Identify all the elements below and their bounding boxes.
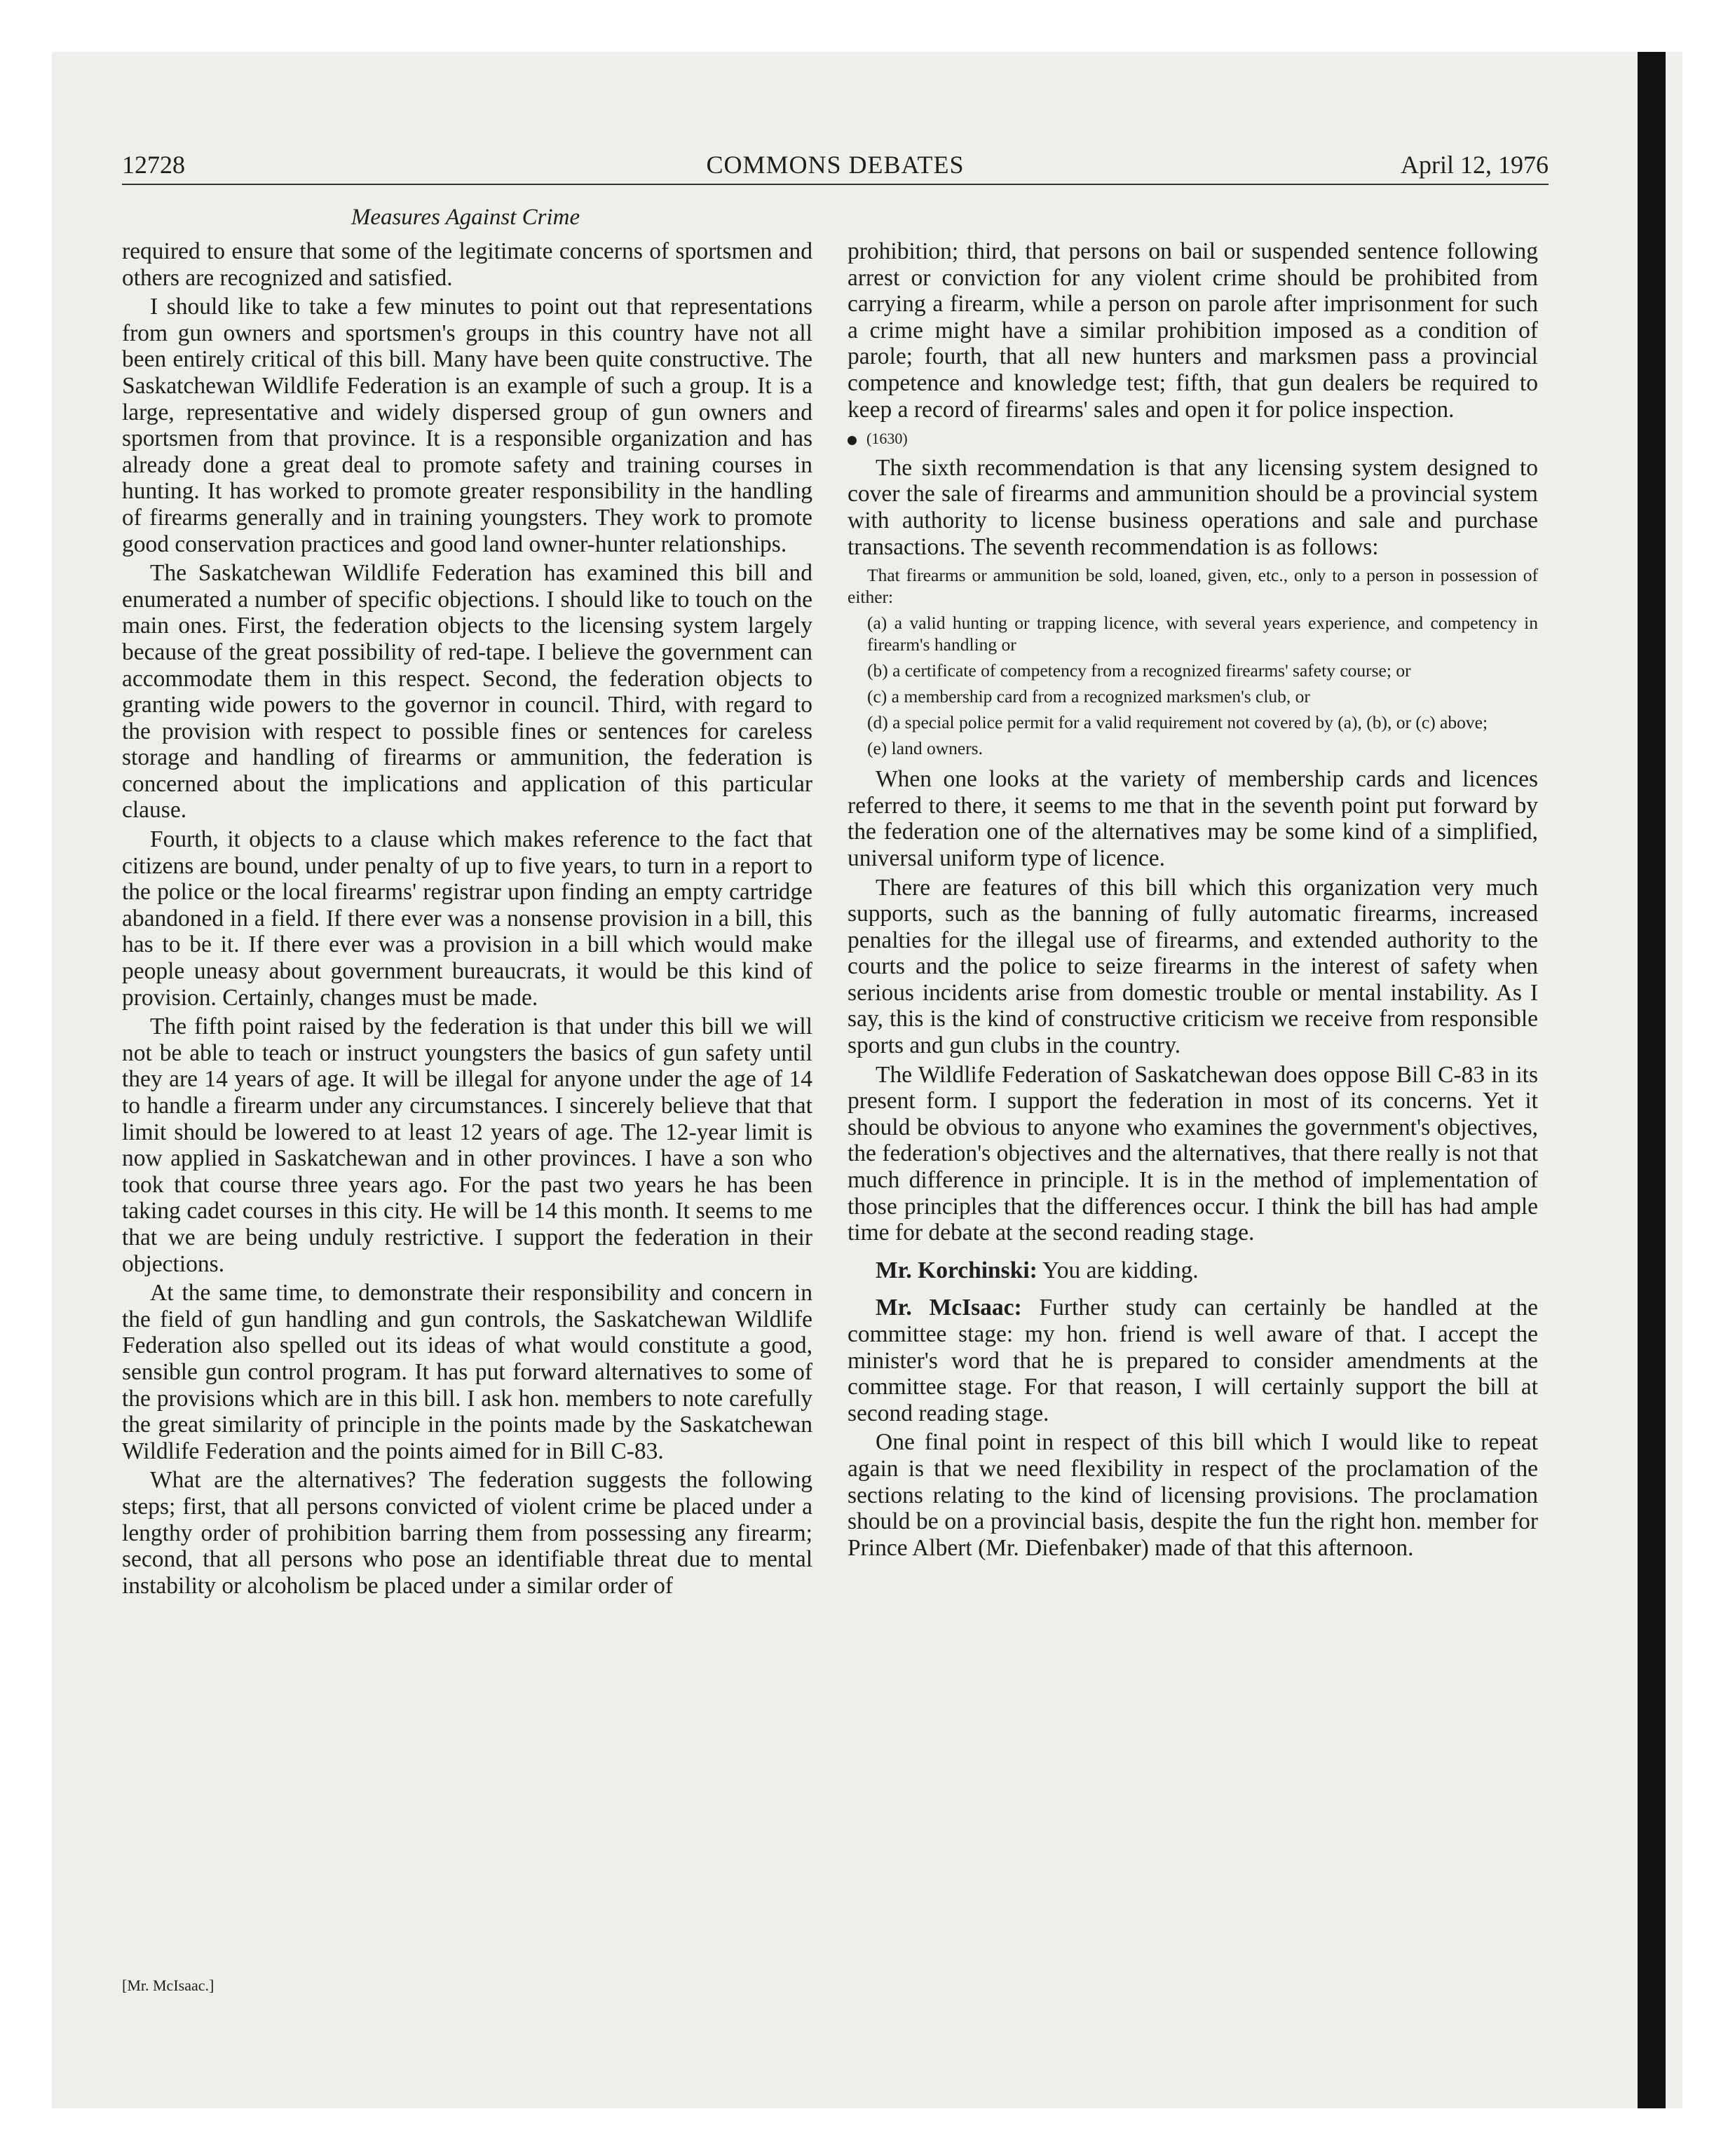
quoted-recommendation	[848, 564, 1538, 759]
paragraph: The Wildlife Federation of Saskatchewan does oppose Bill C-83 in its present form. I support the federation in most of its concerns. Yet it should be obvious to anyone who examines the government's objectives, the federation's objectives and the alternatives, that there really is not that much difference in principle. It is in the method of implementation of those principles that the differences occur. I think the bill has had ample time for debate at the second reading stage.	[848, 1061, 1538, 1246]
speech-korchinski	[848, 1257, 1538, 1284]
paragraph: What are the alternatives? The federation suggests the following steps; first, that all persons convicted of violent crime be placed under a lengthy order of prohibition barring them from possessing any firearm; second, that all persons who pose an identifiable threat due to mental instability or alcoholism be placed under a similar order of	[122, 1467, 812, 1599]
time-marker-text: (1630)	[866, 430, 908, 448]
paragraph: There are features of this bill which this organization very much supports, such as the banning of fully automatic firearms, increased penalties for the illegal use of firearms, and extended authority to the courts and the police to seize firearms in the interest of safety when serious incidents arise from domestic trouble or mental instability. As I say, this is the kind of constructive criticism we receive from responsible sports and gun clubs in the country.	[848, 874, 1538, 1059]
paragraph: The sixth recommendation is that any licensing system designed to cover the sale of firearms and ammunition should be a provincial system with authority to license business operations and sale and purchase transactions. The seventh recommendation is as follows:	[848, 454, 1538, 560]
speech-text: Further study can certainly be handled at the committee stage: my hon. friend is well aware of that. I accept the minister's word that he is prepared to consider amendments at the committee stage. For that reason, I will certainly support the bill at second reading stage.	[848, 1295, 1539, 1426]
quote-item: (e) land owners.	[867, 738, 983, 759]
paragraph: One final point in respect of this bill which I would like to repeat again is that we need flexibility in respect of the proclamation of the sections relating to the kind of licensing provisions. The proclamation should be on a provincial basis, despite the fun the right hon. member for Prince Albert (Mr. Diefenbaker) made of that this afternoon.	[848, 1429, 1538, 1561]
quote-item: (d) a special police permit for a valid requirement not covered by (a), (b), or (c) above;	[867, 712, 1488, 733]
quote-intro: That firearms or ammunition be sold, loaned, given, etc., only to a person in possession of either:	[848, 565, 1538, 608]
time-marker	[848, 425, 1538, 452]
paragraph: required to ensure that some of the legitimate concerns of sportsmen and others are recognized and satisfied.	[122, 238, 812, 291]
speaker-tag: [Mr. McIsaac.]	[122, 1977, 215, 1994]
page-date: April 12, 1976	[1401, 151, 1549, 179]
right-column	[848, 238, 1538, 1564]
journal-title: COMMONS DEBATES	[706, 151, 965, 179]
paragraph: The Saskatchewan Wildlife Federation has examined this bill and enumerated a number of specific objections. I should like to touch on the main ones. First, the federation objects to the licensing system largely because of the great possibility of red-tape. I believe the government can accommodate them in this respect. Second, the federation objects to granting wide powers to the governor in council. Third, with regard to the provision with respect to possible fines or sentences for careless storage and handling of firearms or ammunition, the federation is concerned about the implications and application of this particular clause.	[122, 560, 812, 824]
paragraph: The fifth point raised by the federation is that under this bill we will not be able to teach or instruct youngsters the basics of gun safety until they are 14 years of age. It will be illegal for anyone under the age of 14 to handle a firearm under any circumstances. I sincerely believe that that limit should be lowered to at least 12 years of age. The 12-year limit is now applied in Saskatchewan and in other provinces. I have a son who took that course three years ago. For the past two years he has been taking cadet courses in this city. He will be 14 this month. It seems to me that we are being unduly restrictive. I support the federation in their objections.	[122, 1014, 812, 1277]
paragraph: When one looks at the variety of membership cards and licences referred to there, it seems to me that in the seventh point put forward by the federation one of the alternatives may be some kind of a simplified, universal uniform type of licence.	[848, 766, 1538, 871]
section-heading: Measures Against Crime	[351, 205, 580, 230]
speech-text: You are kidding.	[1037, 1257, 1199, 1283]
speaker-name: Mr. McIsaac:	[876, 1295, 1022, 1321]
left-column	[122, 238, 812, 1602]
paragraph: I should like to take a few minutes to point out that representations from gun owners and sportsmen's groups in this country have not all been entirely critical of this bill. Many have been quite constructive. The Saskatchewan Wildlife Federation is an example of such a group. It is a large, representative and widely dispersed group of gun owners and sportsmen from that province. It is a responsible organization and has already done a great deal to promote safety and training courses in hunting. It has worked to promote greater responsibility in the handling of firearms generally and in training youngsters. They work to promote good conservation practices and good land owner-hunter relationships.	[122, 294, 812, 557]
paragraph: At the same time, to demonstrate their responsibility and concern in the field of gun handling and gun controls, the Saskatchewan Wildlife Federation also spelled out its ideas of what would constitute a good, sensible gun control program. It has put forward alternatives to some of the provisions which are in this bill. I ask hon. members to note carefully the great similarity of principle in the points made by the Saskatchewan Wildlife Federation and the points aimed for in Bill C-83.	[122, 1280, 812, 1464]
speaker-name: Mr. Korchinski:	[876, 1257, 1037, 1283]
scan-edge-shadow	[1638, 52, 1666, 2108]
paragraph: prohibition; third, that persons on bail or suspended sentence following arrest or conviction for any violent crime should be prohibited from carrying a firearm, while a person on parole after imprisonment for such a crime might have a similar prohibition imposed as a condition of parole; fourth, that all new hunters and marksmen pass a provincial competence and knowledge test; fifth, that gun dealers be required to keep a record of firearms' sales and open it for police inspection.	[848, 238, 1538, 423]
page-number: 12728	[122, 151, 185, 179]
speech-mcisaac	[848, 1295, 1538, 1426]
bullet-icon	[848, 436, 857, 445]
running-header	[122, 147, 1549, 185]
paragraph: Fourth, it objects to a clause which makes reference to the fact that citizens are bound, under penalty of up to five years, to turn in a report to the police or the local firearms' registrar upon finding an empty cartridge abandoned in a field. If there ever was a nonsense provision in a bill, this has to be it. If there ever was a provision in a bill which would make people uneasy about government bureaucrats, it would be this kind of provision. Certainly, changes must be made.	[122, 826, 812, 1011]
quote-item: (a) a valid hunting or trapping licence, with several years experience, and competency in firearm's handling or	[867, 613, 1538, 655]
quote-item: (c) a membership card from a recognized marksmen's club, or	[867, 686, 1310, 707]
quote-item: (b) a certificate of competency from a recognized firearms' safety course; or	[867, 660, 1411, 681]
